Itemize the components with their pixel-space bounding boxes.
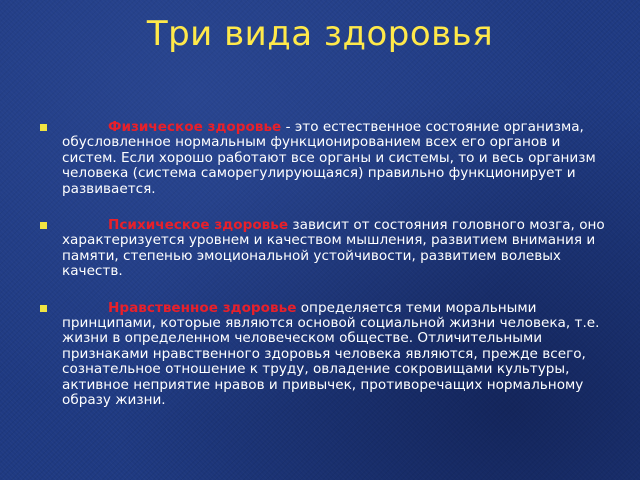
- slide-title: Три вида здоровья: [146, 14, 494, 54]
- square-bullet-icon: [40, 124, 47, 131]
- square-bullet-icon: [40, 305, 47, 312]
- list-item-mental-health: [40, 218, 610, 280]
- list-item-physical-health: [40, 120, 610, 197]
- definition-mental-health: зависит от состояния головного мозга, оно характеризуется уровнем и качеством мышления, развитием внимания и памяти, степенью эмоциональной устойчивости, развитием волевых качеств.: [62, 217, 605, 280]
- list-item-moral-health: [40, 301, 610, 409]
- square-bullet-icon: [40, 222, 47, 229]
- term-physical-health: Физическое здоровье: [108, 119, 282, 135]
- bullet-list: [40, 120, 610, 430]
- term-mental-health: Психическое здоровье: [108, 217, 289, 234]
- term-moral-health: Нравственное здоровье: [108, 299, 297, 316]
- definition-moral-health: определяется теми моральными принципами, которые являются основой социальной жизни человека, т.е. жизни в определенном человеческом обществе. Отличительными признаками нравственного здоровья человека являются, прежде всего, сознательное отношение к труду, овладение сокровищами культуры, активное неприятие нравов и привычек, противоречащих нормальному образу жизни.: [62, 299, 600, 409]
- definition-physical-health: - это естественное состояние организма, обусловленное нормальным функционированием всех его органов и систем. Если хорошо работают все органы и системы, то и весь организм человека (система саморегулирующаяся) правильно функционирует и развивается.: [62, 119, 596, 197]
